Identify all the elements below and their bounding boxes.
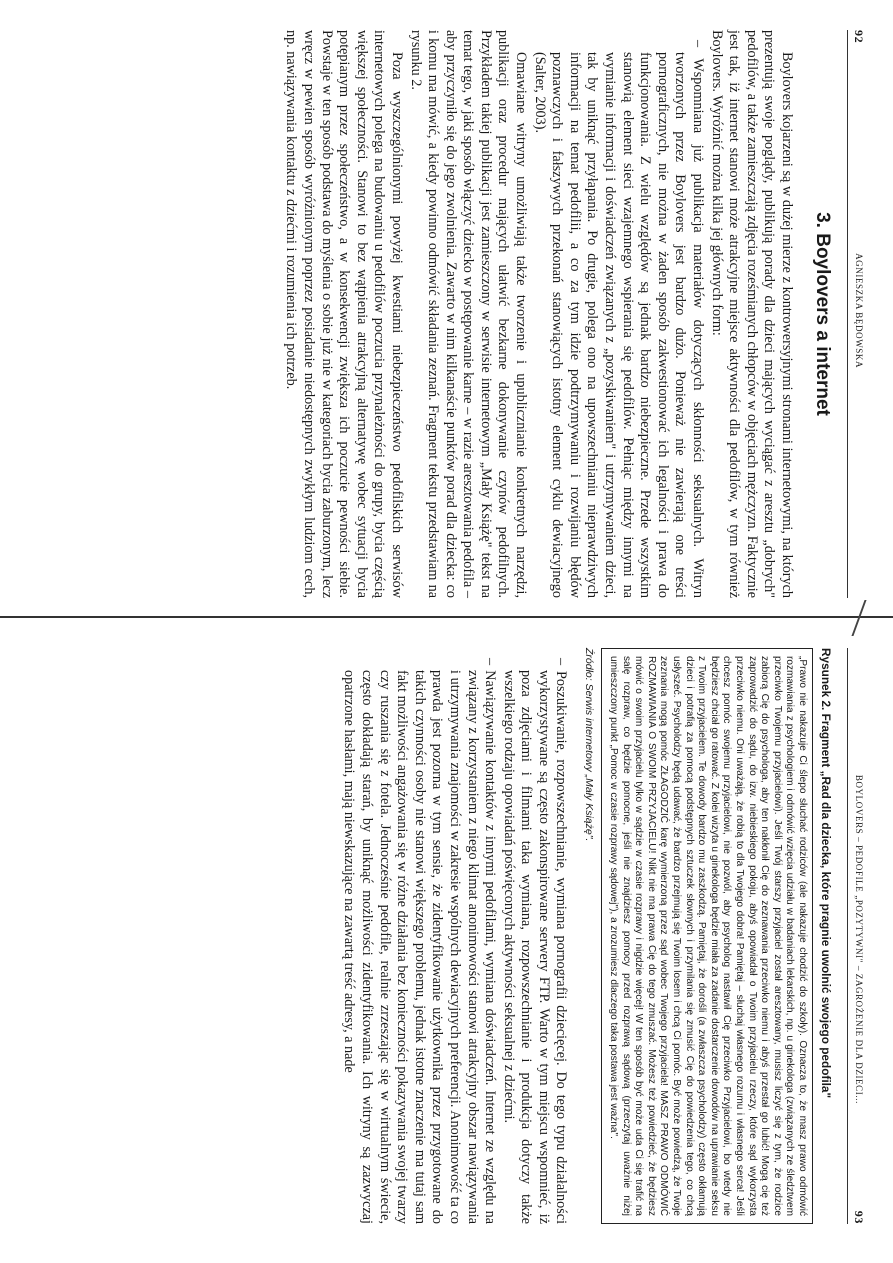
figure-box: „Prawo nie nakazuje Ci ślepo słuchać rodziców (ale nakazuje chodzić do szkoły). Oznacza to, że masz prawo odmówić rozmawiania z psychologiem i odmówić wzięcia udziału w badaniach lekarskich, np. u ginekologa (związanych ze śledztwem przeciwko Twojemu przyjacielowi). Jeśli Twój starszy przyjaciel został aresztowany, musisz liczyć się z tym, że rodzice zabiorą Cię do psychologa, aby ten nakłonił Cię do zeznawania przeciwko niemu i abyś przestał go lubić! Mogą cię też zaprowadzić do sądu, do izw. niebieskiego pokoju, abyś opowiadał o Twoim przyjacielu rzeczy, które sąd wykorzysta przeciwko niemu. Oni uważają, że robią to dla Twojego dobra! Pamiętaj – słuchaj własnego rozumu i własnego serca! Jeśli chcesz pomóc swojemu przyjacielowi, nie pozwól, aby psycholog nastawił Cię przeciwko Przyjacielowi, bo wtedy nie będziesz chciał go ratować. Z kolei wizyta u ginekologa będzie miała za zadanie dostarczenie dowodów na uprawianie seksu z Twoim przyjacielem. Te dowody bardzo mu zaszkodzą. Pamiętaj, że dorośli (a zwłaszcza psycholodzy) często okłamują dzieci i potrafią za pomocą podstępnych sztuczek słownych i przymilania się zmusić Cię do powiedzenia tego, co chcą usłyszeć. Psycholodzy będą udawać, że bardzo przejmują się Twoim losem i chcą Ci pomóc. Być może powiedzą, że Twoje zeznania mogą pomóc ZŁAGODZIĆ karę wymierzoną przez sąd wobec Twojego przyjaciela! MASZ PRAWO ODMÓWIĆ ROZMAWIANIA O SWOIM PRZYJACIELU! Nikt nie ma prawa Cię do tego zmuszać. Możesz też powiedzieć, że będziesz mówić o swoim przyjacielu tylko w sądzie w czasie rozprawy i nigdzie więcej! W ten sposób być może uda Ci się trafić na salę rozpraw, co będzie pomocne, jeśli nie znajdziesz pomocy przed rozprawą sądową (przeczytaj uważnie niżej umieszczony punkt „Pomoc w czasie rozprawy sądowej"), a zrozumiesz dlaczego taka postawa jest ważna". [602, 648, 814, 1224]
paragraph-intro: Boylovers kojarzeni są w dużej mierze z kontrowersyjnymi stronami internetowymi, na których prezentują swoje poglądy, publikują porady dla dzieci mających wyciągać z aresztu „dobrych" pedofilów, a także zamieszczają zdjęcia roześmianych chłopców w objęciach mężczyzn. Faktycznie jest tak, iż internet stanowi może atrakcyjne miejsce aktywności dla pedofilów, w tym również Boylovers. Wyróżnić można kilka jej głównych form: [708, 30, 795, 598]
running-header [848, 648, 870, 1224]
bullet-list [340, 648, 570, 1224]
bullet-list [530, 30, 706, 598]
scan-mark [851, 600, 882, 636]
paragraph-tools: Omawiane witryny umożliwiają także tworzenie i upublicznianie konkretnych narzędzi, publikacji oraz procedur mających ułatwić bezkarne dokonywanie czynów pedofilnych. Przykładem takiej publikacji jest zamieszczony w serwisie internetowym „Mały Książę" tekst na temat tego, w jaki sposób włączyć dziecko w postępowanie karne – w razie aresztowania pedofila – aby przyczyniło się do jego zwolnienia. Zawarto w nim kilkanaście punktów porad dla dziecka: co i komu ma mówić, a kiedy powinno odmówić składania zeznań. Fragment tekstu przedstawiam na rysunku 2. [407, 30, 530, 598]
running-header [848, 30, 870, 598]
running-head: AGNIESZKA BĘDOWSKA [854, 253, 864, 369]
page-number: 93 [852, 1210, 867, 1224]
running-head: BOYLOVERS – PEDOFILE „POZYTYWNI" – ZAGROŻENIE DLA DZIECI... [854, 774, 864, 1104]
left-page [10, 30, 870, 598]
paragraph-community: Poza wyszczególnionymi powyżej kwestiami niebezpieczeństwo pedofilskich serwisów internetowych polega na budowaniu u pedofilów poczucia przynależności do grupy, bycia częścią większej społeczności. Stanowi to bez wątpienia atrakcyjną alternatywę wobec sytuacji bycia potępianym przez społeczeństwo, a w konsekwencji zwiększa ich poczucie pewności siebie. Powstaje w ten sposób podstawa do myślenia o sobie już nie w kategoriach bycia zaburzonym, lecz wręcz w pewien sposób wyróżnionym poprzez posiadanie niedostępnych zwykłym ludziom cech, np. nawiązywania kontaktu z dziećmi i rozumienia ich potrzeb. [283, 30, 405, 598]
list-item: – Nawiązywanie kontaktów z innymi pedofilami, wymiana doświadczeń. Internet ze względu na związany z korzystaniem z niego klimat anonimowości stanowi atrakcyjny obszar nawiązywania i utrzymywania znajomości w zakresie wspólnych dewiacyjnych preferencji. Anonimowość ta co prawda jest pozorna w tym sensie, że zidentyfikowanie użytkownika przez przygotowane do takich czynności osoby nie stanowi większego problemu, jednak istotne znaczenie ma tutaj sam fakt możliwości angażowania się w różne działania bez konieczności pokazywania swojej twarzy czy ruszania się z fotela. Jednocześnie pedofile, realnie zrzeszając się w wirtualnym świecie, często dokładają starań, by uniknąć możliwości zidentyfikowania. Ich witryny są zazwyczaj opatrzone hasłami, mają niewskazujące na zawartą treść adresy, a nade [341, 658, 499, 1225]
figure-caption: Rysunek 2. Fragment „Rad dla dziecka, które pragnie uwolnić swojego pedofila" [819, 648, 833, 1099]
section-title: 3. Boylovers a internet [812, 212, 833, 416]
list-item: – Wspomniana już publikacja materiałów dotyczących skłonności seksualnych. Witryn tworzonych przez Boylovers jest bardzo dużo. Ponieważ nie zawierają one treści pornograficznych, nie można w żaden sposób zakwestionować ich legalności i prawa do funkcjonowania. Z wielu względów są jednak bardzo niebezpieczne. Przede wszystkim stanowią element sieci wzajemnego wspierania się pedofilów. Pełniąc między innymi na wymianie informacji i doświadczeń związanych z „pozyskiwaniem" i utrzymywaniem dzieci, tak by uniknąć przyłapania. Po drugie, polega ono na upowszechnianiu nieprawdziwych informacji na temat pedofilii, a co za tym idzie podtrzymywaniu i rozwijaniu błędów poznawczych i fałszywych przekonań stanowiących istotny element cyklu dewiacyjnego (Salter, 2003). [531, 40, 707, 598]
right-page [10, 648, 870, 1224]
figure-source: Źródło: Serwis internetowy „Mały Książę". [583, 648, 596, 842]
page-gutter [0, 616, 893, 618]
page-number: 92 [852, 30, 867, 44]
list-item: – Poszukiwanie, rozpowszechnianie, wymiana pornografii dziecięcej. Do tego typu działalności wykorzystywane są często zakonspirowane serwery FTP. Warto w tym miejscu wspomnieć, iż poza zdjęciami i filmami taka wymiana, rozpowszechnianie i produkcja dotyczy także wszelkiego rodzaju opowiadań poświęconych aktywności seksualnej z dziećmi. [500, 658, 570, 1225]
